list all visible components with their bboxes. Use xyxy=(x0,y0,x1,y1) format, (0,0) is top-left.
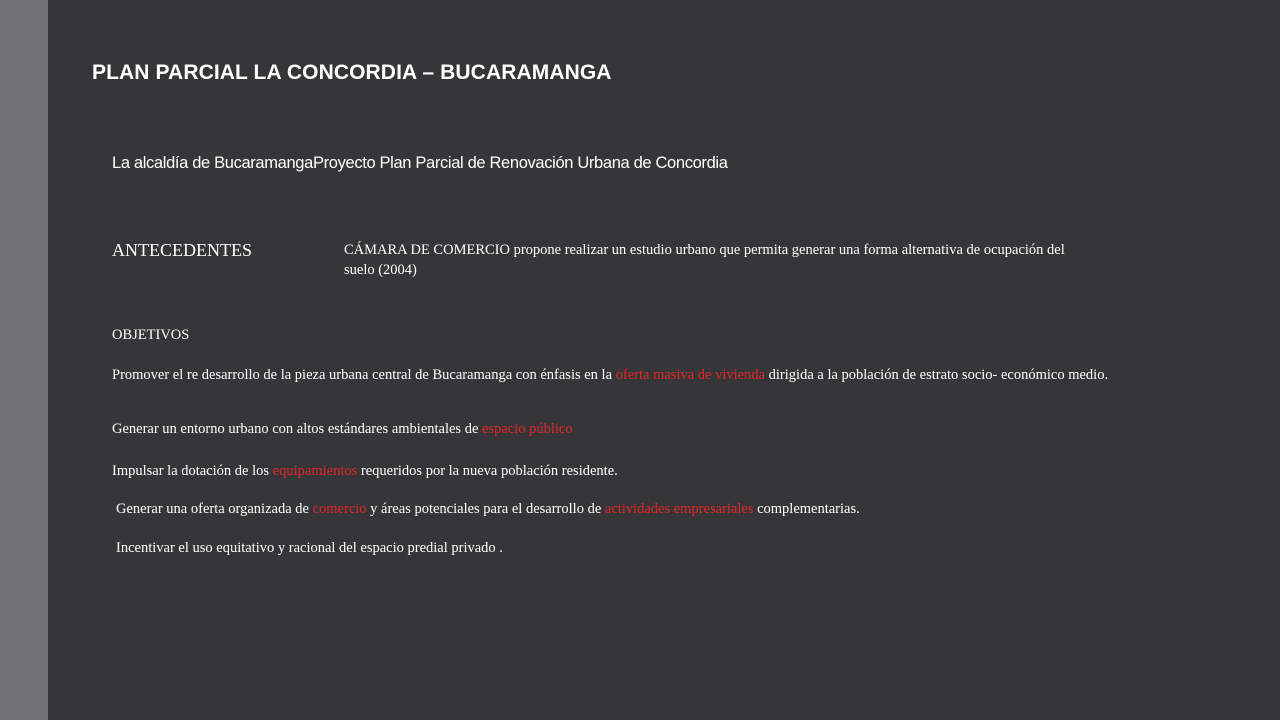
objective-item-1 xyxy=(112,366,1137,385)
objective-highlight: espacio público xyxy=(482,421,573,437)
objective-text: dirigida a la población de estrato socio- económico medio. xyxy=(765,367,1109,383)
objective-text: Generar un entorno urbano con altos estándares ambientales de xyxy=(112,421,483,437)
objective-item-2 xyxy=(112,420,573,439)
slide-title: PLAN PARCIAL LA CONCORDIA – BUCARAMANGA xyxy=(92,61,612,84)
objective-highlight: comercio xyxy=(312,501,367,517)
antecedentes-heading: ANTECEDENTES xyxy=(112,240,252,260)
objective-item-5: Incentivar el uso equitativo y racional del espacio predial privado . xyxy=(116,540,503,556)
objective-text: Generar una oferta organizada de xyxy=(116,501,313,517)
objective-highlight: oferta masiva de vivienda xyxy=(615,367,766,383)
objective-item-4 xyxy=(116,500,860,519)
objetivos-heading: OBJETIVOS xyxy=(112,327,190,343)
objective-item-3 xyxy=(112,462,618,481)
side-accent-bar xyxy=(0,0,48,720)
objective-text: Promover el re desarrollo de la pieza urbana central de Bucaramanga con énfasis en la xyxy=(112,367,616,383)
objective-text: requeridos por la nueva población residente. xyxy=(357,463,618,479)
objective-text: Impulsar la dotación de los xyxy=(112,463,273,479)
objective-text: complementarias. xyxy=(753,501,860,517)
objective-text: y áreas potenciales para el desarrollo de xyxy=(366,501,605,517)
antecedentes-text: CÁMARA DE COMERCIO propone realizar un estudio urbano que permita generar una forma alternativa de ocupación del suelo (2004) xyxy=(344,242,1065,278)
objective-highlight: equipamientos xyxy=(272,463,358,479)
slide-subtitle: La alcaldía de BucaramangaProyecto Plan Parcial de Renovación Urbana de Concordia xyxy=(112,154,728,172)
objective-highlight: actividades empresariales xyxy=(604,501,754,517)
